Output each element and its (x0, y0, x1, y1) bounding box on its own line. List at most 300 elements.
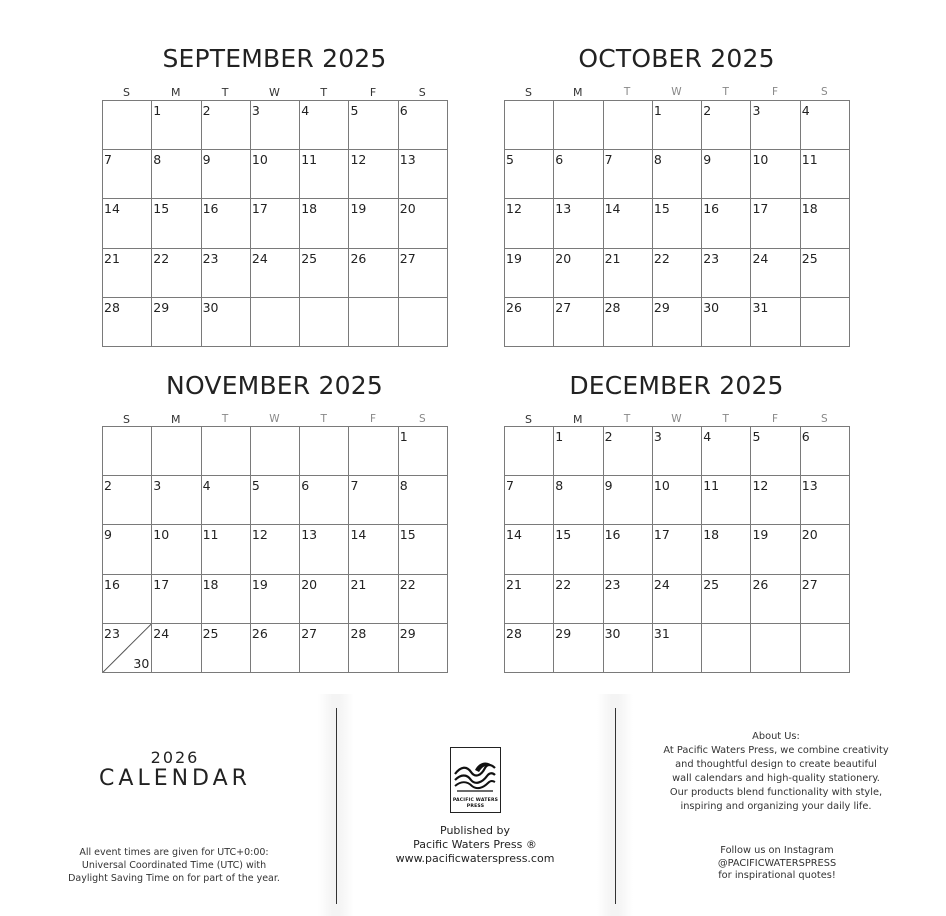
day-cell (505, 476, 554, 525)
day-cell (349, 575, 398, 624)
day-number: 9 (104, 527, 112, 543)
day-cell (702, 101, 751, 150)
day-number: 16 (202, 201, 219, 217)
follow-line: for inspirational quotes! (718, 870, 836, 881)
day-cell (251, 525, 300, 574)
day-number: 8 (399, 478, 408, 494)
weekday-label: S (123, 86, 130, 99)
day-cell (349, 199, 398, 248)
day-number: 7 (506, 478, 514, 494)
day-number: 14 (506, 527, 522, 543)
day-cell (554, 525, 603, 574)
day-cell (554, 575, 603, 624)
day-number: 6 (399, 103, 408, 118)
day-cell (103, 298, 152, 347)
day-cell (300, 525, 349, 574)
day-cell (801, 150, 850, 199)
day-number: 5 (350, 103, 359, 118)
day-number: 1 (653, 103, 662, 118)
day-cell (702, 476, 751, 525)
day-cell (152, 298, 201, 347)
day-cell (801, 298, 850, 347)
day-cell (202, 624, 251, 673)
publisher-info (385, 824, 565, 866)
day-number: 3 (752, 103, 761, 118)
day-cell (251, 476, 300, 525)
instagram-handle: @PACIFICWATERSPRESS (717, 857, 837, 869)
day-number: 2 (604, 429, 613, 444)
day-number: 17 (653, 527, 670, 543)
day-cell (152, 476, 201, 525)
day-number: 6 (301, 478, 310, 494)
day-cell (251, 150, 300, 199)
day-number: 18 (301, 201, 318, 217)
day-number: 12 (251, 527, 268, 543)
day-cell (751, 427, 800, 476)
day-cell (152, 101, 201, 150)
day-number: 16 (104, 576, 120, 592)
day-cell (349, 101, 398, 150)
day-cell (399, 298, 448, 347)
day-cell (103, 525, 152, 574)
day-number: 30 (202, 299, 219, 315)
day-cell (300, 199, 349, 248)
about-line: and thoughtful design to create beautiful (675, 759, 877, 770)
day-number: 21 (350, 576, 367, 592)
day-cell (251, 427, 300, 476)
day-number: 23 (104, 625, 120, 641)
weekday-label: S (820, 413, 828, 425)
month-title: DECEMBER 2025 (569, 371, 784, 400)
day-number: 16 (604, 527, 621, 543)
day-number: 29 (653, 299, 670, 315)
day-number: 29 (399, 625, 416, 641)
weekday-label: S (820, 86, 828, 98)
month-grid (504, 100, 850, 347)
timezone-note-line: Universal Coordinated Time (UTC) with (81, 860, 267, 871)
day-cell (251, 199, 300, 248)
day-number: 18 (801, 201, 818, 217)
day-cell (300, 624, 349, 673)
day-cell (751, 575, 800, 624)
day-cell (505, 249, 554, 298)
day-number: 12 (752, 478, 769, 494)
day-number: 23 (703, 250, 720, 266)
day-cell (653, 199, 702, 248)
day-number: 20 (555, 250, 572, 266)
day-number: 8 (153, 152, 162, 168)
day-cell (751, 298, 800, 347)
logo-text: PACIFIC WATERS (452, 798, 499, 803)
day-number: 7 (604, 152, 613, 168)
day-cell (202, 150, 251, 199)
day-cell (554, 624, 603, 673)
day-number: 2 (202, 103, 211, 118)
day-number: 24 (153, 625, 170, 641)
day-cell (202, 199, 251, 248)
day-number: 21 (506, 576, 522, 592)
day-number: 21 (604, 250, 621, 266)
day-number: 14 (604, 201, 621, 217)
day-number: 13 (399, 152, 416, 168)
publisher-logo (450, 747, 501, 813)
day-number: 26 (350, 250, 367, 266)
weekday-label: T (320, 86, 328, 99)
day-number: 4 (202, 478, 211, 494)
day-number: 27 (555, 299, 572, 315)
day-cell (399, 101, 448, 150)
day-cell (152, 427, 201, 476)
day-cell (399, 199, 448, 248)
about-us-section (652, 730, 900, 814)
day-cell (751, 476, 800, 525)
day-number: 2 (104, 478, 112, 494)
day-number: 11 (202, 527, 219, 543)
day-number: 11 (301, 152, 318, 168)
day-number: 29 (153, 299, 170, 315)
day-cell (751, 525, 800, 574)
day-cell (202, 525, 251, 574)
day-cell (103, 575, 152, 624)
weekday-label: W (268, 86, 280, 99)
day-cell (300, 298, 349, 347)
day-cell (399, 525, 448, 574)
day-cell (751, 101, 800, 150)
weekday-label: S (525, 413, 532, 426)
day-cell (751, 624, 800, 673)
day-cell (103, 150, 152, 199)
day-number: 22 (653, 250, 670, 266)
month-title: SEPTEMBER 2025 (162, 44, 387, 73)
day-number: 5 (251, 478, 260, 494)
day-cell (103, 624, 152, 673)
day-cell (300, 476, 349, 525)
day-number: 5 (506, 152, 514, 168)
day-number: 18 (202, 576, 219, 592)
day-number: 14 (350, 527, 367, 543)
month-grid (102, 426, 448, 673)
day-number: 28 (350, 625, 367, 641)
day-cell (300, 150, 349, 199)
day-number: 4 (801, 103, 810, 118)
day-cell (251, 298, 300, 347)
day-number: 29 (555, 625, 572, 641)
day-number: 12 (506, 201, 522, 217)
day-cell (653, 150, 702, 199)
day-cell (152, 150, 201, 199)
day-cell (202, 427, 251, 476)
day-cell (604, 150, 653, 199)
day-cell (801, 427, 850, 476)
day-cell (751, 199, 800, 248)
day-cell (702, 575, 751, 624)
timezone-note-line: All event times are given for UTC+0:00: (79, 847, 269, 858)
day-number: 27 (301, 625, 318, 641)
day-cell (505, 624, 554, 673)
day-cell (604, 427, 653, 476)
day-cell (202, 101, 251, 150)
month-grid (102, 100, 448, 347)
day-cell (554, 298, 603, 347)
day-number: 22 (399, 576, 416, 592)
day-cell (399, 427, 448, 476)
day-number: 19 (752, 527, 769, 543)
day-cell (349, 249, 398, 298)
day-number: 14 (104, 201, 120, 217)
day-cell (702, 427, 751, 476)
day-number: 3 (653, 429, 662, 444)
weekday-label: F (369, 413, 377, 425)
day-number: 27 (801, 576, 818, 592)
weekday-label: T (221, 86, 229, 99)
weekday-label: F (369, 86, 377, 99)
day-number: 8 (555, 478, 564, 494)
day-cell (604, 525, 653, 574)
day-cell (103, 199, 152, 248)
day-cell (702, 624, 751, 673)
day-number: 9 (604, 478, 613, 494)
day-number: 17 (153, 576, 170, 592)
day-cell (554, 427, 603, 476)
weekday-label: T (623, 86, 631, 98)
day-number: 16 (703, 201, 720, 217)
day-number: 1 (153, 103, 162, 118)
day-number: 7 (350, 478, 359, 494)
day-cell (505, 150, 554, 199)
about-line: Our products blend functionality with style, (669, 787, 883, 798)
day-cell (505, 575, 554, 624)
day-cell (103, 249, 152, 298)
day-number: 1 (399, 429, 408, 444)
day-number: 27 (399, 250, 416, 266)
day-cell (653, 476, 702, 525)
day-cell (702, 525, 751, 574)
day-number: 18 (703, 527, 720, 543)
day-number: 25 (801, 250, 818, 266)
day-cell (604, 101, 653, 150)
day-cell (653, 249, 702, 298)
day-cell (349, 624, 398, 673)
day-number: 13 (555, 201, 572, 217)
about-line: At Pacific Waters Press, we combine creativity (663, 745, 889, 756)
day-cell (653, 575, 702, 624)
day-number: 24 (752, 250, 769, 266)
day-cell (152, 199, 201, 248)
weekday-label: S (525, 86, 532, 99)
about-line: wall calendars and high-quality stationery. (672, 773, 880, 784)
day-number: 19 (350, 201, 367, 217)
day-number: 30 (703, 299, 720, 315)
day-cell (152, 624, 201, 673)
day-cell (103, 427, 152, 476)
day-cell (251, 575, 300, 624)
day-cell (554, 150, 603, 199)
published-by-label: Published by (440, 824, 510, 837)
day-number: 7 (104, 152, 112, 168)
day-number: 28 (104, 299, 120, 315)
day-cell (300, 249, 349, 298)
day-number: 17 (251, 201, 268, 217)
weekday-label: T (221, 413, 229, 425)
weekday-label: T (722, 86, 729, 98)
day-number: 31 (752, 299, 769, 315)
day-number: 21 (104, 250, 120, 266)
about-title: About Us: (752, 731, 800, 742)
day-number: 15 (153, 201, 170, 217)
instagram-follow (682, 845, 872, 883)
weekday-label: S (418, 86, 426, 99)
day-cell (251, 249, 300, 298)
divider-line-left (336, 708, 337, 904)
day-cell (801, 101, 850, 150)
day-cell (554, 101, 603, 150)
day-cell (801, 624, 850, 673)
day-cell (251, 624, 300, 673)
day-cell (604, 575, 653, 624)
weekday-label: W (269, 413, 280, 425)
day-number: 10 (653, 478, 670, 494)
day-cell (702, 249, 751, 298)
day-number: 15 (555, 527, 572, 543)
day-number: 15 (399, 527, 416, 543)
day-number: 26 (752, 576, 769, 592)
day-number: 13 (801, 478, 818, 494)
day-number: 20 (801, 527, 818, 543)
day-cell (349, 476, 398, 525)
day-cell (202, 298, 251, 347)
day-number: 15 (653, 201, 670, 217)
weekday-label: F (771, 86, 779, 98)
follow-line: Follow us on Instagram (720, 845, 834, 856)
day-cell (653, 624, 702, 673)
day-number: 25 (301, 250, 318, 266)
day-cell (604, 199, 653, 248)
day-cell (604, 298, 653, 347)
month-title: NOVEMBER 2025 (166, 371, 383, 400)
divider-line-right (615, 708, 616, 904)
day-number: 28 (506, 625, 522, 641)
day-number: 11 (801, 152, 818, 168)
weekday-label: T (623, 413, 631, 425)
day-number: 22 (555, 576, 572, 592)
day-cell (653, 525, 702, 574)
timezone-note (52, 846, 296, 885)
day-number: 17 (752, 201, 769, 217)
day-cell (505, 525, 554, 574)
day-cell (399, 476, 448, 525)
day-cell (801, 525, 850, 574)
day-cell (399, 624, 448, 673)
day-number: 26 (506, 299, 522, 315)
day-cell (801, 476, 850, 525)
day-cell (152, 525, 201, 574)
day-cell (399, 575, 448, 624)
day-number: 26 (251, 625, 268, 641)
day-number: 31 (653, 625, 670, 641)
day-cell (202, 575, 251, 624)
day-cell (751, 150, 800, 199)
day-number: 25 (703, 576, 720, 592)
day-number: 30 (604, 625, 621, 641)
day-cell (300, 575, 349, 624)
day-number: 10 (251, 152, 268, 168)
day-cell (152, 249, 201, 298)
weekday-label: S (418, 413, 426, 425)
day-number: 30 (133, 655, 150, 671)
day-cell (505, 427, 554, 476)
weekday-label: M (171, 413, 181, 426)
day-number: 23 (604, 576, 621, 592)
day-number: 10 (153, 527, 170, 543)
day-number: 24 (251, 250, 268, 266)
day-number: 6 (801, 429, 810, 444)
day-number: 6 (555, 152, 564, 168)
day-cell (604, 249, 653, 298)
timezone-note-line: Daylight Saving Time on for part of the year. (68, 873, 280, 884)
day-number: 5 (752, 429, 761, 444)
weekday-label: T (320, 413, 327, 425)
weekday-label: M (171, 86, 181, 99)
day-number: 4 (703, 429, 712, 444)
day-number: 11 (703, 478, 720, 494)
day-cell (604, 624, 653, 673)
day-number: 19 (251, 576, 268, 592)
day-number: 3 (153, 478, 162, 494)
day-cell (349, 150, 398, 199)
day-cell (202, 476, 251, 525)
day-cell (399, 249, 448, 298)
day-number: 12 (350, 152, 367, 168)
day-number: 20 (399, 201, 416, 217)
day-cell (399, 150, 448, 199)
month-grid (504, 426, 850, 673)
calendar-year: 2026 (150, 748, 200, 767)
day-number: 1 (555, 429, 564, 444)
day-cell (349, 525, 398, 574)
logo-text: PRESS (466, 804, 485, 809)
day-cell (801, 575, 850, 624)
day-cell (702, 150, 751, 199)
day-cell (653, 101, 702, 150)
day-cell (300, 101, 349, 150)
month-title: OCTOBER 2025 (578, 44, 775, 73)
day-cell (801, 249, 850, 298)
day-cell (653, 298, 702, 347)
weekday-label: S (123, 413, 130, 426)
day-cell (349, 427, 398, 476)
day-number: 8 (653, 152, 662, 168)
day-number: 4 (301, 103, 310, 118)
day-cell (702, 199, 751, 248)
day-cell (554, 476, 603, 525)
day-number: 23 (202, 250, 219, 266)
day-number: 19 (506, 250, 522, 266)
publisher-name: Pacific Waters Press ® (413, 838, 537, 851)
day-cell (349, 298, 398, 347)
calendar-title: CALENDAR (99, 766, 251, 791)
day-number: 13 (301, 527, 318, 543)
day-cell (554, 199, 603, 248)
about-line: inspiring and organizing your daily life. (680, 801, 872, 812)
day-number: 20 (301, 576, 318, 592)
day-number: 2 (703, 103, 712, 118)
day-cell (751, 249, 800, 298)
day-cell (702, 298, 751, 347)
publisher-website: www.pacificwaterspress.com (395, 852, 555, 865)
day-cell (300, 427, 349, 476)
weekday-label: M (573, 86, 583, 99)
day-cell (505, 298, 554, 347)
